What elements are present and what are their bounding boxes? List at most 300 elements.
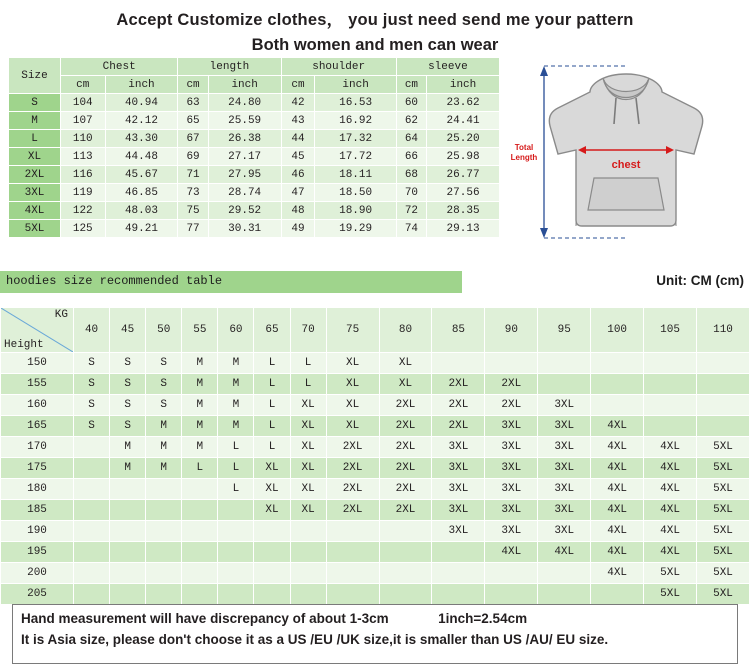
recommended-size-cell: 2XL	[485, 395, 538, 416]
recommended-size-cell: L	[254, 416, 290, 437]
size-table	[8, 57, 500, 238]
note-line-1b: 1inch=2.54cm	[438, 611, 528, 626]
recommended-size-cell	[538, 353, 591, 374]
measure-cell: 67	[178, 130, 208, 148]
measure-cell: 49.21	[105, 220, 178, 238]
recommended-size-cell: 3XL	[538, 500, 591, 521]
recommended-size-cell: 5XL	[697, 437, 750, 458]
recommended-size-cell: S	[74, 416, 110, 437]
recommended-size-cell: S	[74, 374, 110, 395]
corner-height-label: Height	[4, 339, 44, 351]
recommended-size-cell: 4XL	[591, 500, 644, 521]
recommended-size-cell	[591, 353, 644, 374]
size-column-header: Size	[9, 58, 61, 94]
measure-cell: 62	[396, 112, 426, 130]
recommended-table	[0, 307, 750, 605]
recommended-size-cell: XL	[290, 437, 326, 458]
recommended-table-head	[1, 308, 750, 353]
table-row	[9, 220, 500, 238]
recommended-size-cell	[74, 563, 110, 584]
recommended-size-cell	[182, 521, 218, 542]
size-cell: 5XL	[9, 220, 61, 238]
table-row	[9, 184, 500, 202]
page-header	[0, 0, 750, 55]
measure-cell: 19.29	[315, 220, 396, 238]
recommended-size-cell: L	[218, 479, 254, 500]
recommended-size-cell	[591, 374, 644, 395]
weight-header-cell: 70	[290, 308, 326, 353]
recommended-size-cell: XL	[290, 479, 326, 500]
recommended-size-cell	[110, 479, 146, 500]
recommended-size-cell	[432, 542, 485, 563]
table-row	[9, 148, 500, 166]
recommended-size-cell	[290, 563, 326, 584]
measure-cell: 18.11	[315, 166, 396, 184]
recommended-size-cell	[697, 353, 750, 374]
recommended-size-cell: 5XL	[697, 500, 750, 521]
measure-cell: 46	[281, 166, 315, 184]
recommended-size-cell: M	[218, 395, 254, 416]
measure-cell: 18.50	[315, 184, 396, 202]
table-row	[1, 416, 750, 437]
weight-header-cell: 45	[110, 308, 146, 353]
recommended-size-cell: 3XL	[538, 479, 591, 500]
weight-header-cell: 85	[432, 308, 485, 353]
group-header-length: length	[178, 58, 281, 76]
header-line-2: Both women and men can wear	[251, 36, 499, 54]
recommended-size-cell	[74, 458, 110, 479]
measure-cell: 70	[396, 184, 426, 202]
recommended-size-cell: 3XL	[538, 395, 591, 416]
group-header-chest: Chest	[61, 58, 178, 76]
table-row	[9, 94, 500, 112]
recommended-size-cell: S	[146, 395, 182, 416]
recommended-size-cell: M	[218, 374, 254, 395]
recommended-size-cell: 3XL	[485, 521, 538, 542]
recommended-size-cell: 3XL	[485, 437, 538, 458]
measure-cell: 26.38	[208, 130, 281, 148]
recommended-size-cell: 4XL	[591, 563, 644, 584]
recommended-size-cell	[326, 584, 379, 605]
table-row	[9, 202, 500, 220]
recommended-size-cell	[290, 521, 326, 542]
recommended-size-cell	[218, 563, 254, 584]
measure-cell: 23.62	[427, 94, 500, 112]
measure-cell: 48.03	[105, 202, 178, 220]
recommended-size-cell: XL	[326, 374, 379, 395]
recommended-size-cell	[591, 395, 644, 416]
height-cell: 155	[1, 374, 74, 395]
measure-cell: 16.92	[315, 112, 396, 130]
recommended-size-cell: 2XL	[432, 395, 485, 416]
corner-kg-label: KG	[54, 309, 68, 321]
table-row	[1, 458, 750, 479]
unit-label: Unit: CM (cm)	[656, 273, 744, 288]
recommended-size-cell: 4XL	[485, 542, 538, 563]
recommended-size-cell: 4XL	[644, 437, 697, 458]
weight-header-cell: 100	[591, 308, 644, 353]
measure-cell: 122	[61, 202, 106, 220]
recommended-size-cell: 5XL	[697, 584, 750, 605]
height-cell: 195	[1, 542, 74, 563]
size-cell: L	[9, 130, 61, 148]
measure-cell: 116	[61, 166, 106, 184]
recommended-size-cell: 3XL	[485, 458, 538, 479]
measure-cell: 119	[61, 184, 106, 202]
weight-header-cell: 60	[218, 308, 254, 353]
weight-header-cell: 80	[379, 308, 432, 353]
recommended-table-container	[0, 307, 750, 605]
recommended-size-cell	[218, 500, 254, 521]
recommended-size-cell: 5XL	[644, 584, 697, 605]
recommended-title: hoodies size recommended table	[6, 274, 223, 288]
recommended-size-cell: 2XL	[485, 374, 538, 395]
recommended-size-cell: 4XL	[538, 542, 591, 563]
recommended-size-cell: L	[254, 374, 290, 395]
recommended-size-cell: L	[182, 458, 218, 479]
recommended-size-cell: 4XL	[644, 521, 697, 542]
recommended-size-cell: M	[182, 374, 218, 395]
recommended-size-cell	[146, 584, 182, 605]
recommended-size-cell	[110, 584, 146, 605]
recommended-size-cell: S	[74, 395, 110, 416]
size-cell: M	[9, 112, 61, 130]
recommended-size-cell: XL	[379, 353, 432, 374]
measure-cell: 40.94	[105, 94, 178, 112]
recommended-size-cell: 3XL	[485, 500, 538, 521]
table-row	[1, 563, 750, 584]
measure-cell: 42	[281, 94, 315, 112]
size-table-head	[9, 58, 500, 94]
recommended-size-cell: 3XL	[432, 479, 485, 500]
weight-header-cell: 90	[485, 308, 538, 353]
recommended-size-cell: XL	[290, 458, 326, 479]
recommended-size-cell: 3XL	[432, 521, 485, 542]
measure-cell: 71	[178, 166, 208, 184]
recommended-size-cell	[644, 416, 697, 437]
unit-header-sleeve-inch: inch	[427, 76, 500, 94]
recommended-size-cell: 4XL	[591, 458, 644, 479]
size-cell: 2XL	[9, 166, 61, 184]
measure-cell: 113	[61, 148, 106, 166]
measure-cell: 75	[178, 202, 208, 220]
recommended-size-cell	[432, 563, 485, 584]
recommended-size-cell: L	[254, 437, 290, 458]
recommended-size-cell: 4XL	[591, 479, 644, 500]
weight-header-cell: 55	[182, 308, 218, 353]
height-cell: 200	[1, 563, 74, 584]
measure-cell: 104	[61, 94, 106, 112]
recommended-size-cell	[74, 521, 110, 542]
measure-cell: 43	[281, 112, 315, 130]
recommended-size-cell: 2XL	[379, 479, 432, 500]
measure-cell: 110	[61, 130, 106, 148]
recommended-size-cell: M	[146, 458, 182, 479]
note-line-1a: Hand measurement will have discrepancy of about 1-3cm	[21, 611, 389, 626]
recommended-title-row	[0, 271, 750, 293]
size-table-container	[8, 57, 500, 238]
recommended-size-cell	[74, 584, 110, 605]
recommended-size-cell	[74, 437, 110, 458]
size-cell: 4XL	[9, 202, 61, 220]
recommended-size-cell: 2XL	[432, 374, 485, 395]
recommended-size-cell: 3XL	[538, 458, 591, 479]
recommended-size-cell: L	[218, 437, 254, 458]
recommended-size-cell: 4XL	[644, 458, 697, 479]
height-cell: 165	[1, 416, 74, 437]
measure-cell: 25.98	[427, 148, 500, 166]
recommended-size-cell: L	[218, 458, 254, 479]
recommended-size-cell	[379, 563, 432, 584]
recommended-header-row	[1, 308, 750, 353]
recommended-size-cell	[110, 500, 146, 521]
recommended-size-cell	[74, 479, 110, 500]
recommended-size-cell	[432, 353, 485, 374]
recommended-size-cell	[538, 563, 591, 584]
unit-header-length-inch: inch	[208, 76, 281, 94]
weight-header-cell: 95	[538, 308, 591, 353]
recommended-size-cell	[110, 542, 146, 563]
recommended-size-cell	[146, 563, 182, 584]
table-row	[1, 395, 750, 416]
recommended-size-cell	[218, 542, 254, 563]
recommended-size-cell: 4XL	[644, 479, 697, 500]
recommended-size-cell: 2XL	[326, 458, 379, 479]
recommended-size-cell: S	[110, 416, 146, 437]
recommended-size-cell: 4XL	[591, 521, 644, 542]
recommended-size-cell: XL	[254, 500, 290, 521]
recommended-size-cell: 3XL	[538, 521, 591, 542]
table-row	[1, 521, 750, 542]
recommended-size-cell: 3XL	[432, 437, 485, 458]
measure-cell: 25.59	[208, 112, 281, 130]
recommended-size-cell: XL	[290, 500, 326, 521]
recommended-size-cell: M	[110, 458, 146, 479]
recommended-size-cell	[485, 584, 538, 605]
table-row	[1, 584, 750, 605]
measure-cell: 66	[396, 148, 426, 166]
chest-label: chest	[611, 159, 641, 171]
unit-header-sleeve-cm: cm	[396, 76, 426, 94]
table-row	[9, 166, 500, 184]
recommended-size-cell: 2XL	[326, 437, 379, 458]
recommended-size-cell	[146, 479, 182, 500]
unit-header-chest-inch: inch	[105, 76, 178, 94]
measure-cell: 63	[178, 94, 208, 112]
recommended-size-cell: M	[110, 437, 146, 458]
table-row	[1, 542, 750, 563]
measurement-note	[12, 604, 738, 664]
recommended-size-cell: L	[290, 374, 326, 395]
recommended-size-cell	[110, 521, 146, 542]
measure-cell: 27.95	[208, 166, 281, 184]
size-table-body	[9, 94, 500, 238]
measure-cell: 27.17	[208, 148, 281, 166]
recommended-size-cell: S	[110, 374, 146, 395]
recommended-size-cell: 3XL	[432, 458, 485, 479]
height-cell: 185	[1, 500, 74, 521]
measure-cell: 72	[396, 202, 426, 220]
recommended-size-cell	[379, 521, 432, 542]
table-row	[1, 353, 750, 374]
measure-cell: 45.67	[105, 166, 178, 184]
measure-cell: 47	[281, 184, 315, 202]
measure-cell: 46.85	[105, 184, 178, 202]
measure-cell: 44	[281, 130, 315, 148]
recommended-size-cell	[644, 395, 697, 416]
recommended-size-cell: 3XL	[485, 479, 538, 500]
hoodie-diagram-svg	[508, 50, 744, 240]
measure-cell: 107	[61, 112, 106, 130]
recommended-size-cell	[432, 584, 485, 605]
recommended-size-cell: 3XL	[432, 500, 485, 521]
measure-cell: 24.80	[208, 94, 281, 112]
weight-header-cell: 50	[146, 308, 182, 353]
recommended-size-cell	[538, 374, 591, 395]
measure-cell: 65	[178, 112, 208, 130]
table-row	[1, 479, 750, 500]
measure-cell: 26.77	[427, 166, 500, 184]
note-line-2: It is Asia size, please don't choose it as a US /EU /UK size,it is smaller than US /AU/ EU size.	[21, 632, 609, 647]
group-header-sleeve: sleeve	[396, 58, 499, 76]
measure-cell: 73	[178, 184, 208, 202]
unit-header-length-cm: cm	[178, 76, 208, 94]
weight-header-cell: 105	[644, 308, 697, 353]
recommended-size-cell: M	[218, 416, 254, 437]
recommended-size-cell	[485, 353, 538, 374]
size-cell: XL	[9, 148, 61, 166]
recommended-size-cell: L	[254, 395, 290, 416]
recommended-size-cell	[74, 542, 110, 563]
recommended-size-cell	[254, 521, 290, 542]
recommended-size-cell	[182, 500, 218, 521]
measure-cell: 125	[61, 220, 106, 238]
recommended-size-cell: 4XL	[644, 500, 697, 521]
recommended-size-cell: S	[146, 353, 182, 374]
recommended-size-cell	[290, 584, 326, 605]
height-cell: 180	[1, 479, 74, 500]
recommended-size-cell: 4XL	[591, 416, 644, 437]
weight-header-cell: 65	[254, 308, 290, 353]
recommended-size-cell: XL	[254, 479, 290, 500]
measure-cell: 30.31	[208, 220, 281, 238]
recommended-size-cell	[74, 500, 110, 521]
size-cell: 3XL	[9, 184, 61, 202]
recommended-size-cell	[697, 374, 750, 395]
recommended-size-cell	[218, 584, 254, 605]
measure-cell: 17.72	[315, 148, 396, 166]
recommended-size-cell: 5XL	[697, 521, 750, 542]
measure-cell: 77	[178, 220, 208, 238]
recommended-size-cell	[379, 584, 432, 605]
note-line-1	[21, 611, 729, 626]
recommended-size-cell: 2XL	[379, 458, 432, 479]
recommended-size-cell	[591, 584, 644, 605]
recommended-size-cell: M	[182, 416, 218, 437]
recommended-size-cell: S	[146, 374, 182, 395]
recommended-size-cell: 4XL	[591, 437, 644, 458]
measure-cell: 28.35	[427, 202, 500, 220]
height-cell: 190	[1, 521, 74, 542]
measure-cell: 24.41	[427, 112, 500, 130]
recommended-size-cell	[254, 563, 290, 584]
measure-cell: 74	[396, 220, 426, 238]
recommended-size-cell	[146, 542, 182, 563]
weight-header-cell: 75	[326, 308, 379, 353]
recommended-size-cell	[697, 416, 750, 437]
recommended-size-cell: 2XL	[379, 500, 432, 521]
table-row	[9, 112, 500, 130]
size-cell: S	[9, 94, 61, 112]
unit-header-chest-cm: cm	[61, 76, 106, 94]
unit-header-shoulder-cm: cm	[281, 76, 315, 94]
height-cell: 175	[1, 458, 74, 479]
measure-cell: 29.52	[208, 202, 281, 220]
recommended-size-cell: S	[110, 395, 146, 416]
table-row	[1, 437, 750, 458]
measure-cell: 18.90	[315, 202, 396, 220]
measure-cell: 49	[281, 220, 315, 238]
recommended-size-cell	[182, 479, 218, 500]
measure-cell: 44.48	[105, 148, 178, 166]
recommended-size-cell	[485, 563, 538, 584]
measure-cell: 64	[396, 130, 426, 148]
recommended-size-cell: 5XL	[697, 458, 750, 479]
total-length-label-line2: Length	[510, 153, 538, 162]
recommended-size-cell	[538, 584, 591, 605]
recommended-size-cell: 3XL	[485, 416, 538, 437]
recommended-size-cell: 5XL	[697, 479, 750, 500]
recommended-size-cell: 2XL	[379, 395, 432, 416]
recommended-size-cell	[254, 542, 290, 563]
measure-cell: 29.13	[427, 220, 500, 238]
recommended-size-cell: 3XL	[538, 437, 591, 458]
recommended-size-cell	[110, 563, 146, 584]
measure-cell: 69	[178, 148, 208, 166]
measure-cell: 42.12	[105, 112, 178, 130]
recommended-size-cell: 2XL	[326, 479, 379, 500]
weight-header-cell: 110	[697, 308, 750, 353]
recommended-corner-cell	[1, 308, 74, 353]
recommended-table-body	[1, 353, 750, 605]
recommended-size-cell	[644, 353, 697, 374]
recommended-size-cell	[182, 584, 218, 605]
recommended-size-cell	[326, 542, 379, 563]
recommended-size-cell: XL	[290, 395, 326, 416]
recommended-size-cell	[218, 521, 254, 542]
recommended-size-cell: M	[218, 353, 254, 374]
recommended-size-cell: 5XL	[644, 563, 697, 584]
recommended-size-cell: 3XL	[538, 416, 591, 437]
measure-cell: 48	[281, 202, 315, 220]
recommended-size-cell: 2XL	[326, 500, 379, 521]
measure-cell: 68	[396, 166, 426, 184]
recommended-size-cell: M	[146, 437, 182, 458]
recommended-size-cell: M	[182, 437, 218, 458]
height-cell: 150	[1, 353, 74, 374]
recommended-size-cell: 4XL	[644, 542, 697, 563]
recommended-size-cell	[326, 563, 379, 584]
recommended-size-cell	[182, 563, 218, 584]
recommended-size-cell	[146, 521, 182, 542]
height-cell: 170	[1, 437, 74, 458]
recommended-size-cell: 2XL	[432, 416, 485, 437]
height-cell: 160	[1, 395, 74, 416]
measure-cell: 60	[396, 94, 426, 112]
size-table-unit-header-row	[9, 76, 500, 94]
recommended-size-cell: L	[254, 353, 290, 374]
weight-header-cell: 40	[74, 308, 110, 353]
